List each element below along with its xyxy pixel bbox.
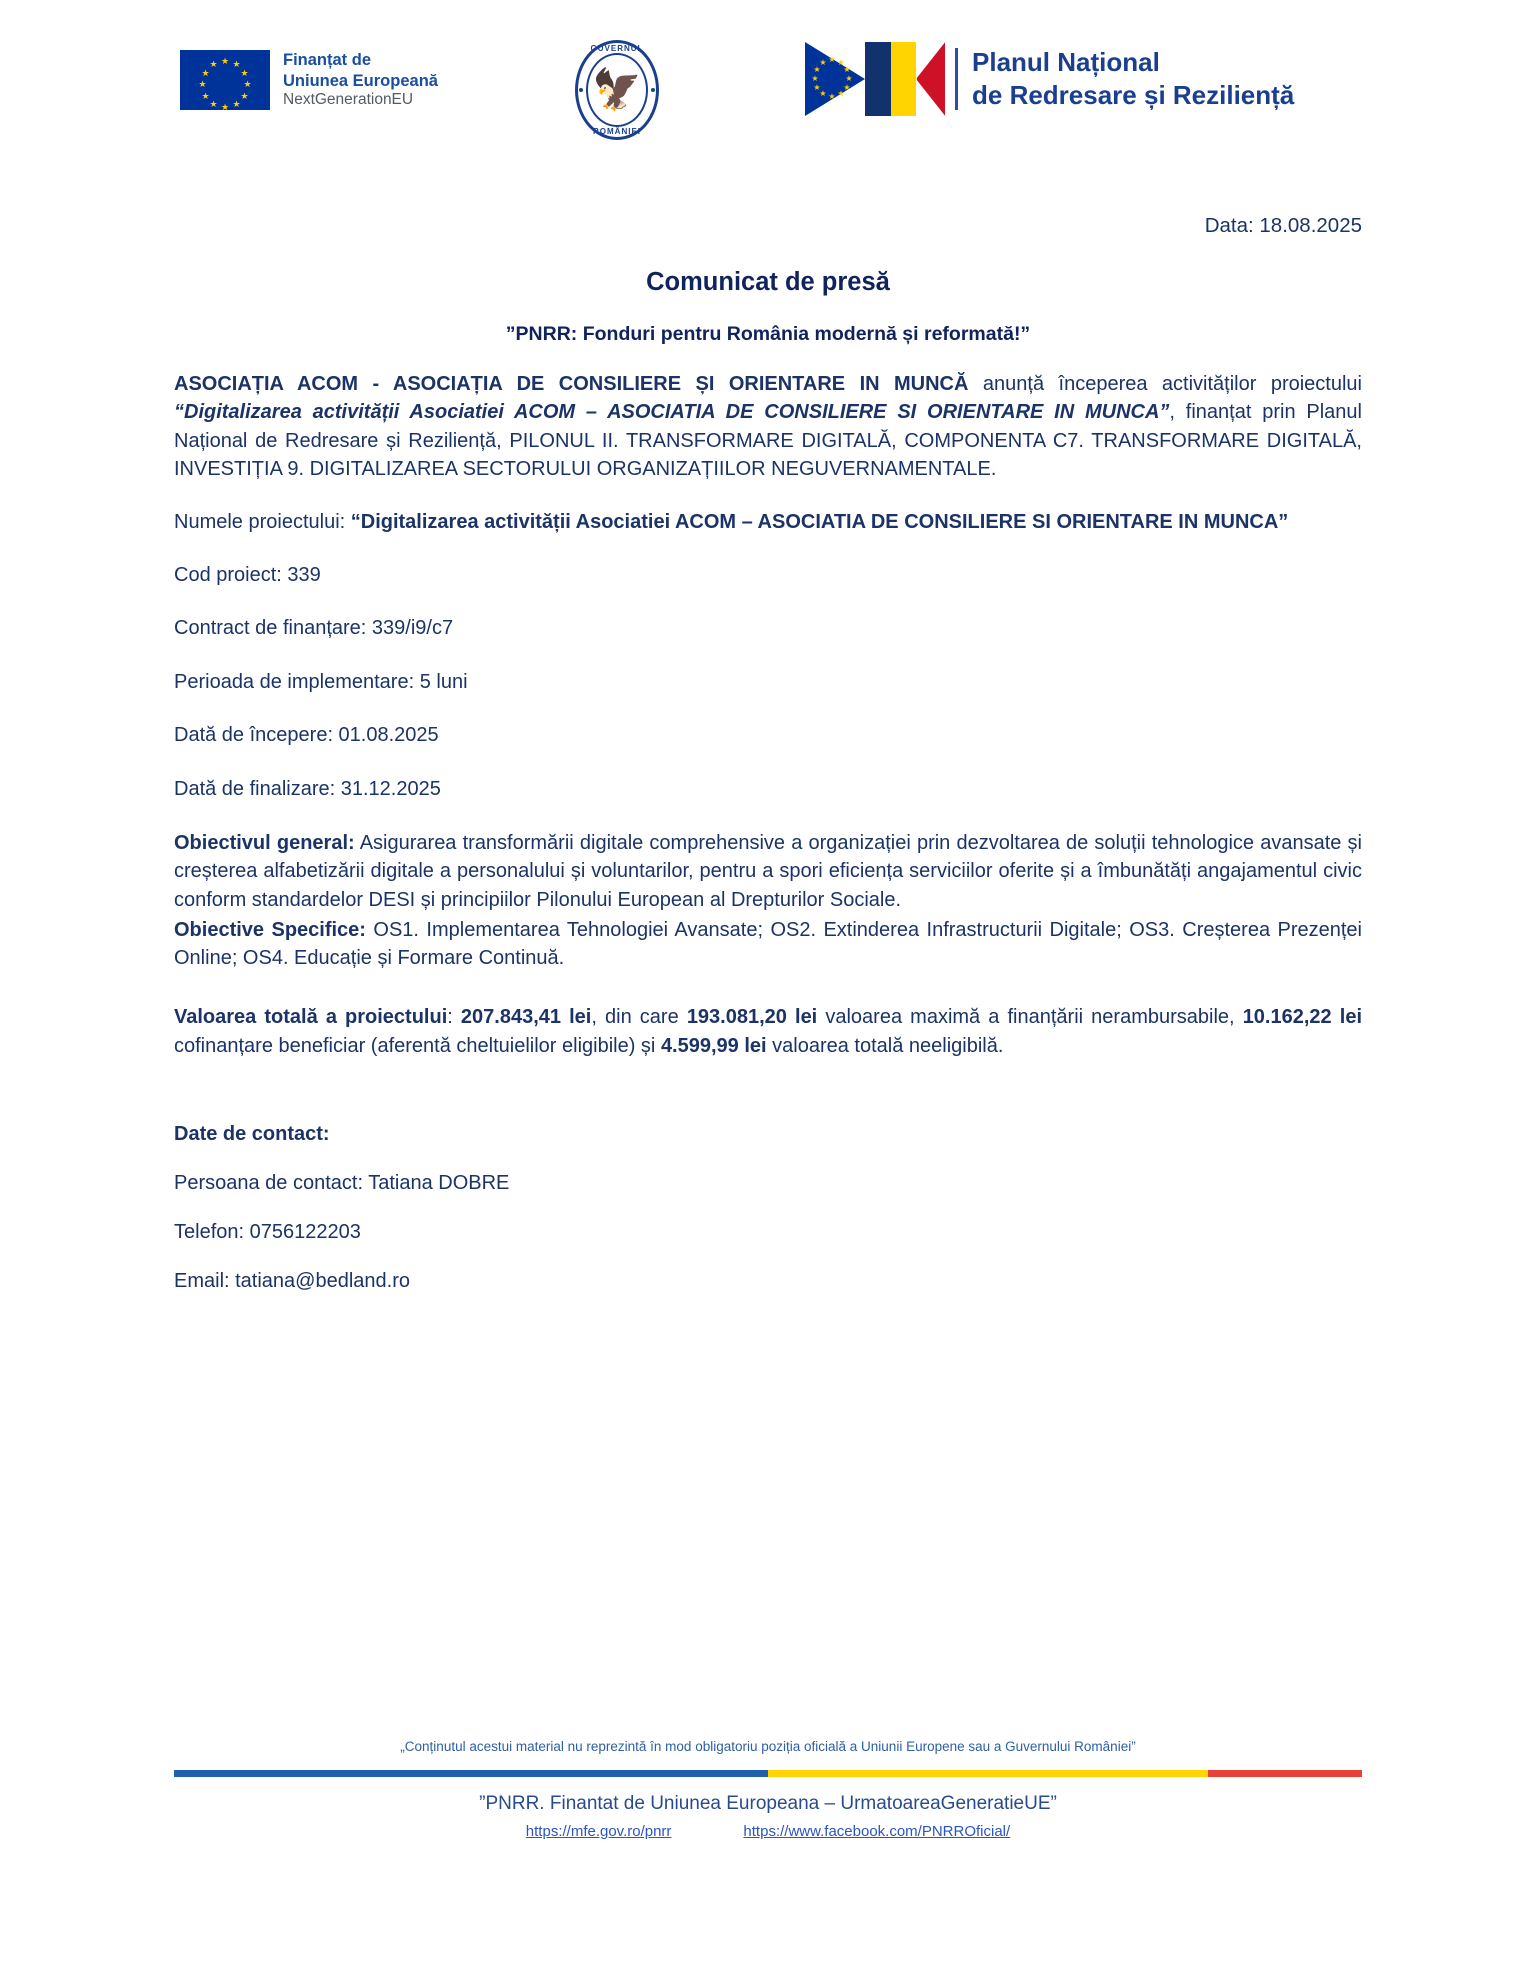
romania-arrow-shape bbox=[865, 42, 945, 116]
contact-email: Email: tatiana@bedland.ro bbox=[174, 1269, 410, 1292]
detail-perioada-implementare: Perioada de implementare: 5 luni bbox=[174, 670, 468, 693]
ro-arrow-mask bbox=[916, 41, 946, 117]
seal-dot-left bbox=[579, 88, 583, 92]
ro-band-yellow bbox=[891, 42, 917, 116]
tricolor-blue bbox=[174, 1770, 768, 1777]
logo-header-band bbox=[0, 0, 1536, 178]
gov-seal-icon bbox=[575, 40, 659, 140]
objectives-section bbox=[174, 829, 1362, 973]
pnrr-divider bbox=[955, 48, 958, 110]
tricolor-divider bbox=[174, 1770, 1362, 1777]
intro-text-after-org: anunță începerea activităților proiectului bbox=[968, 373, 1362, 395]
seal-dot-right bbox=[651, 88, 655, 92]
objective-specific-text: OS1. Implementarea Tehnologiei Avansate; OS2. Extinderea Infrastructurii Digitale; OS3. Creșterea Prezenței Online; OS4. Educație și Formare Continuă. bbox=[174, 919, 1363, 970]
pnrr-arrows-icon bbox=[805, 42, 945, 116]
pnrr-logo bbox=[805, 42, 1294, 116]
detail-data-finalizare: Dată de finalizare: 31.12.2025 bbox=[174, 777, 441, 800]
intro-text-tail: , finanțat prin Planul Național de Redresare și Reziliență, PILONUL II. TRANSFORMARE DIGITALĂ, COMPONENTA C7. TRANSFORMARE DIGITALĂ, INVESTIȚIA 9. DIGITALIZAREA SECTORULUI ORGANIZAȚIILOR NEGUVERNAMENTALE. bbox=[174, 401, 1362, 481]
eagle-crest-icon: 🦅 bbox=[592, 68, 642, 112]
finance-label: Valoarea totală a proiectului bbox=[174, 1005, 448, 1028]
page-subtitle: ”PNRR: Fonduri pentru România modernă și reformată!” bbox=[505, 323, 1031, 345]
finance-mid3: cofinanțare beneficiar (aferentă cheltuielilor eligibile) și bbox=[174, 1034, 661, 1057]
finance-grant-value: 193.081,20 lei bbox=[686, 1005, 818, 1028]
footer-title: ”PNRR. Finantat de Uniunea Europeana – UrmatoareaGeneratieUE” bbox=[479, 1792, 1057, 1814]
finance-paragraph bbox=[174, 1003, 1362, 1061]
finance-mid1: , din care bbox=[591, 1005, 687, 1028]
finance-cofinance-value: 10.162,22 lei bbox=[1242, 1005, 1362, 1028]
document-date: Data: 18.08.2025 bbox=[1204, 214, 1362, 237]
project-name-label: Numele proiectului: bbox=[174, 510, 351, 533]
detail-cod-proiect: Cod proiect: 339 bbox=[174, 563, 321, 586]
pnrr-logo-text bbox=[972, 46, 1294, 112]
footer-links bbox=[0, 1823, 1536, 1840]
finance-total-value: 207.843,41 lei bbox=[460, 1005, 592, 1028]
organization-name: ASOCIAȚIA ACOM - ASOCIAȚIA DE CONSILIERE ȘI ORIENTARE IN MUNCĂ bbox=[174, 373, 969, 395]
pnrr-text-line1: Planul Național bbox=[972, 47, 1160, 78]
finance-mid2: valoarea maximă a finanțării nerambursabile, bbox=[817, 1005, 1243, 1028]
eu-caption-line2: Uniunea Europeană bbox=[283, 71, 438, 90]
objective-general bbox=[174, 829, 1362, 914]
tricolor-red bbox=[1208, 1770, 1362, 1777]
footer-disclaimer: „Conținutul acestui material nu reprezintă în mod obligatoriu poziția oficială a Uniunii Europene sau a Guvernului României” bbox=[400, 1739, 1136, 1754]
contact-person: Persoana de contact: Tatiana DOBRE bbox=[174, 1171, 510, 1194]
contact-phone: Telefon: 0756122203 bbox=[174, 1220, 361, 1243]
eu-logo-caption bbox=[283, 50, 438, 109]
romanian-government-seal bbox=[575, 40, 659, 140]
footer-link-facebook[interactable]: https://www.facebook.com/PNRROficial/ bbox=[743, 1822, 1011, 1840]
objective-specific bbox=[174, 916, 1362, 973]
eu-funding-logo bbox=[180, 50, 438, 110]
objective-general-text: Asigurarea transformării digitale comprehensive a organizației prin dezvoltarea de soluții tehnologice avansate și creșterea alfabetizării digitale a personalului și voluntarilor, pentru a spori eficiența serviciilor oferite și a îmbunătăți angajamentul civic conform standardelor DESI și principiilor Pilonului European al Drepturilor Sociale. bbox=[174, 831, 1362, 911]
detail-contract-finantare: Contract de finanțare: 339/i9/c7 bbox=[174, 617, 454, 640]
footer-link-mfe[interactable]: https://mfe.gov.ro/pnrr bbox=[525, 1822, 672, 1840]
page-footer bbox=[0, 1738, 1536, 1988]
intro-paragraph bbox=[174, 370, 1362, 484]
finance-sep1: : bbox=[447, 1005, 461, 1028]
tricolor-yellow bbox=[768, 1770, 1208, 1777]
contact-heading: Date de contact: bbox=[174, 1122, 330, 1145]
seal-bottom-text: ROMÂNIEI bbox=[593, 127, 641, 136]
ro-band-blue bbox=[865, 42, 891, 116]
eu-caption-line3: NextGenerationEU bbox=[283, 90, 414, 108]
objective-specific-label: Obiective Specifice: bbox=[174, 919, 366, 942]
seal-top-text: GUVERNUL bbox=[590, 44, 644, 53]
finance-tail: valoarea totală neeligibilă. bbox=[766, 1034, 1004, 1057]
page-title: Comunicat de presă bbox=[646, 268, 890, 296]
detail-data-incepere: Dată de începere: 01.08.2025 bbox=[174, 724, 439, 747]
eu-caption-line1: Finanțat de bbox=[283, 51, 372, 70]
project-name-value: “Digitalizarea activității Asociatiei ACOM – ASOCIATIA DE CONSILIERE SI ORIENTARE IN MUNCA” bbox=[350, 510, 1289, 533]
project-name-paragraph bbox=[174, 508, 1362, 536]
eu-arrow-stars: ★ ★ ★ ★ ★ ★ ★ ★ ★ ★ ★ ★ bbox=[811, 55, 853, 101]
project-title-italic: “Digitalizarea activității Asociatiei ACOM – ASOCIATIA DE CONSILIERE SI ORIENTARE IN MUNCA” bbox=[174, 401, 1170, 424]
eu-flag-icon: ★ ★ ★ ★ ★ ★ ★ ★ ★ ★ ★ ★ bbox=[180, 50, 270, 110]
objective-general-label: Obiectivul general: bbox=[174, 831, 355, 854]
pnrr-text-line2: de Redresare și Reziliență bbox=[972, 80, 1295, 110]
finance-ineligible-value: 4.599,99 lei bbox=[660, 1034, 767, 1057]
